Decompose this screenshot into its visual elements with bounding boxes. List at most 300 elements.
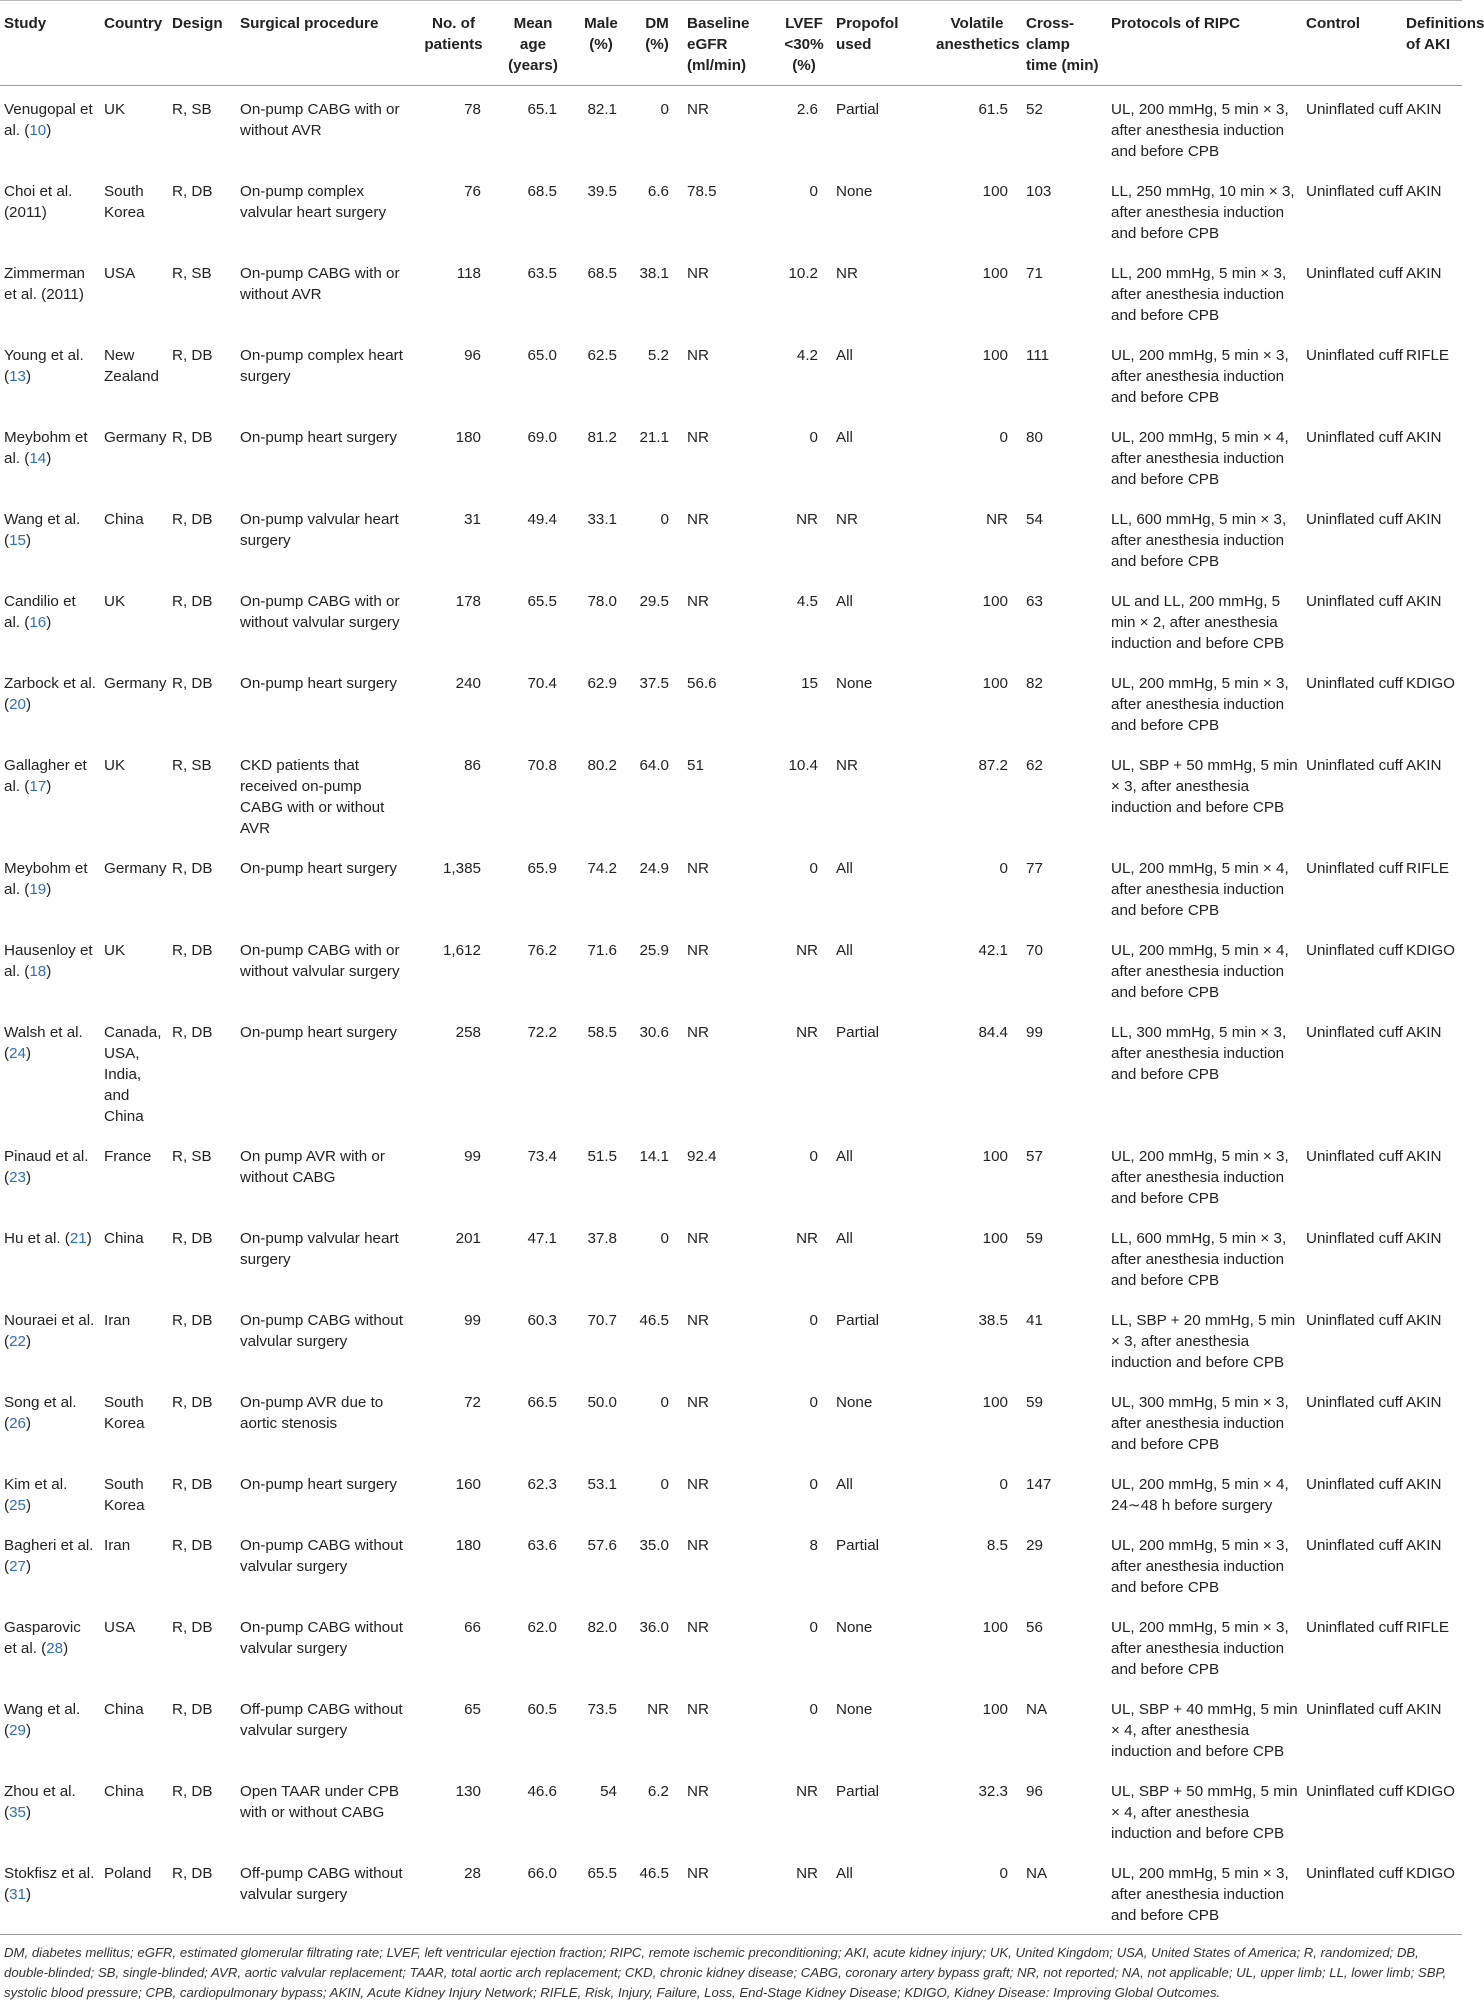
cell-aki: RIFLE [1406,1619,1450,1636]
reference-link[interactable]: 16 [29,614,47,631]
study-name: Song et al. [4,1394,77,1411]
cell-dm: 38.1 [639,265,669,282]
cell-country: UK [104,942,126,959]
study-name: Candilio et al. [4,593,76,631]
cell-control: Uninflated cuff [1306,1230,1403,1247]
cell-volatile: 0 [999,429,1008,446]
cell-dm: 46.5 [631,1850,683,1935]
reference-link[interactable]: 22 [9,1333,26,1350]
cell-dm: 0 [660,1476,669,1493]
cell-crossclamp: 96 [1026,1783,1043,1800]
cell-dm: NR [647,1701,669,1718]
cell-country: China [104,1701,144,1718]
cell-egfr: 78.5 [687,183,717,200]
cell-male: 50.0 [587,1394,617,1411]
cell-dm: 64.0 [639,757,669,774]
cell-lvef: 0 [809,183,818,200]
cell-volatile: 0 [932,1850,1022,1935]
cell-age: 47.1 [527,1230,557,1247]
cell-study: Walsh et al. (24) [4,1024,83,1062]
reference-link[interactable]: 17 [29,778,47,795]
cell-lvef: 0 [809,860,818,877]
cell-volatile: NR [986,511,1008,528]
cell-n: 76 [464,183,481,200]
cell-protocol: UL, 200 mmHg, 5 min × 4, 24∼48 h before surgery [1111,1476,1289,1514]
cell-procedure: Open TAAR under CPB with or without CABG [240,1783,399,1821]
cell-dm: 0 [660,511,669,528]
cell-crossclamp: NA [1022,1850,1107,1935]
cell-control: Uninflated cuff [1306,1312,1403,1329]
cell-lvef: 2.6 [796,101,818,118]
reference-link[interactable]: 13 [9,368,26,385]
cell-control: Uninflated cuff [1306,942,1403,959]
cell-aki: AKIN [1406,1148,1442,1165]
table-row [0,1768,1462,1850]
cell-country: Canada, USA, India, and China [104,1024,162,1125]
cell-study: Gasparovic et al. (28) [4,1619,81,1657]
study-name: Zhou et al. [4,1783,76,1800]
reference-link[interactable]: 31 [9,1886,26,1903]
cell-egfr: 56.6 [687,675,717,692]
cell-aki: AKIN [1406,1024,1442,1041]
study-name: Kim et al. [4,1476,68,1493]
cell-country: Iran [104,1312,131,1329]
study-name: Meybohm et al. [4,429,88,467]
study-name: Meybohm et al. [4,860,88,898]
cell-control: Uninflated cuff [1306,1701,1403,1718]
cell-lvef: 0 [809,1312,818,1329]
cell-protocol: UL, 200 mmHg, 5 min × 4, after anesthesia induction and before CPB [1111,429,1289,488]
cell-country: China [104,1783,144,1800]
cell-lvef: 15 [801,675,818,692]
cell-male: 33.1 [587,511,617,528]
header-study: Study [0,1,100,86]
cell-design: R, SB [172,265,212,282]
table-row [0,1009,1462,1133]
cell-crossclamp: 57 [1026,1148,1043,1165]
cell-crossclamp: 41 [1026,1312,1043,1329]
table-row [0,1379,1462,1461]
cell-study [0,250,100,332]
cell-volatile: 87.2 [978,757,1008,774]
cell-procedure: CKD patients that received on-pump CABG with or without AVR [240,757,385,837]
cell-country: China [104,1230,144,1247]
cell-propofol: All [836,1230,853,1247]
cell-protocol: UL, SBP + 50 mmHg, 5 min × 4, after anesthesia induction and before CPB [1111,1783,1298,1842]
cell-crossclamp: 59 [1026,1230,1043,1247]
study-name: Gasparovic et al. [4,1619,81,1657]
cell-age: 65.0 [527,347,557,364]
header-egfr: Baseline eGFR (ml/min) [683,1,776,86]
cell-lvef: 0 [809,429,818,446]
cell-control: Uninflated cuff [1306,265,1403,282]
cell-study: Meybohm et al. (14) [4,429,88,467]
cell-protocol: LL, 250 mmHg, 10 min × 3, after anesthesia induction and before CPB [1111,183,1295,242]
cell-protocol: UL, 200 mmHg, 5 min × 3, after anesthesia induction and before CPB [1111,675,1289,734]
cell-protocol: UL, 200 mmHg, 5 min × 3, after anesthesia induction and before CPB [1111,1148,1289,1207]
cell-design: R, DB [172,511,213,528]
cell-volatile: 100 [982,1619,1008,1636]
study-name: Walsh et al. [4,1024,83,1041]
cell-study: Song et al. (26) [4,1394,77,1432]
cell-male: 73.5 [587,1701,617,1718]
table-row [0,414,1462,496]
cell-propofol: All [836,593,853,610]
cell-male: 82.0 [587,1619,617,1636]
cell-egfr: NR [683,1850,776,1935]
header-design: Design [168,1,236,86]
cell-age: 76.2 [527,942,557,959]
cell-volatile: 100 [982,265,1008,282]
reference-link[interactable]: 21 [69,1230,87,1247]
cell-control: Uninflated cuff [1306,1024,1403,1041]
cell-country: USA [104,265,136,282]
cell-crossclamp: 71 [1026,265,1043,282]
cell-lvef: 0 [809,1476,818,1493]
cell-volatile: 100 [982,1148,1008,1165]
cell-design: R, DB [172,860,213,877]
cell-study: Nouraei et al. (22) [4,1312,95,1350]
header-protocol: Protocols of RIPC [1107,1,1302,86]
cell-n: 86 [464,757,481,774]
cell-country: Poland [100,1850,168,1935]
cell-procedure: On-pump heart surgery [240,1476,398,1493]
cell-age: 68.5 [527,183,557,200]
cell-country: Germany [104,429,167,446]
cell-aki: AKIN [1406,593,1442,610]
cell-country: South Korea [104,183,145,221]
cell-age: 60.3 [527,1312,557,1329]
table-row [0,1133,1462,1215]
cell-country: Germany [104,860,167,877]
cell-study: Venugopal et al. (10) [4,101,93,139]
cell-control: Uninflated cuff [1306,1537,1403,1554]
cell-country: UK [104,101,126,118]
cell-control: Uninflated cuff [1306,429,1403,446]
cell-age: 46.6 [527,1783,557,1800]
cell-control: Uninflated cuff [1306,860,1403,877]
header-country: Country [100,1,168,86]
cell-n: 99 [464,1148,481,1165]
reference-link[interactable]: 14 [29,450,47,467]
cell-dm: 24.9 [639,860,669,877]
cell-design: R, DB [168,1850,236,1935]
cell-aki: AKIN [1406,429,1442,446]
cell-propofol: None [836,183,873,200]
table-row [0,496,1462,578]
header-crossclamp: Cross-clamp time (min) [1022,1,1107,86]
cell-protocol: UL, 200 mmHg, 5 min × 4, after anesthesia induction and before CPB [1111,942,1289,1001]
cell-egfr: NR [687,1537,709,1554]
study-name: Hu et al. [4,1230,61,1247]
cell-age: 72.2 [527,1024,557,1041]
table-row [0,1604,1462,1686]
cell-aki: AKIN [1406,265,1442,282]
cell-design: R, DB [172,1024,213,1041]
cell-study: Zhou et al. (35) [4,1783,76,1821]
cell-country: UK [104,757,126,774]
cell-design: R, DB [172,1537,213,1554]
cell-procedure: On-pump valvular heart surgery [240,1230,399,1268]
cell-volatile: 100 [982,593,1008,610]
study-name: Wang et al. [4,1701,81,1718]
reference-link[interactable]: 29 [9,1722,26,1739]
cell-design: R, DB [172,1701,213,1718]
cell-lvef: 4.5 [796,593,818,610]
cell-age: 62.3 [527,1476,557,1493]
cell-protocol: UL and LL, 200 mmHg, 5 min × 2, after anesthesia induction and before CPB [1111,593,1285,652]
reference-link[interactable]: 24 [9,1045,26,1062]
cell-design: R, DB [172,1394,213,1411]
cell-egfr: NR [687,1394,709,1411]
cell-age: 62.0 [527,1619,557,1636]
cell-procedure: On-pump CABG without valvular surgery [240,1537,403,1575]
cell-propofol: All [836,860,853,877]
cell-n: 65 [464,1701,481,1718]
cell-propofol: NR [836,511,858,528]
cell-study: Young et al. (13) [4,347,84,385]
cell-n: 1,612 [442,942,481,959]
cell-volatile: 61.5 [978,101,1008,118]
cell-design: R, DB [172,1312,213,1329]
cell-dm: 0 [660,1394,669,1411]
cell-egfr: NR [687,942,709,959]
cell-male: 37.8 [587,1230,617,1247]
cell-control: Uninflated cuff [1306,183,1403,200]
cell-procedure: On-pump AVR due to aortic stenosis [240,1394,384,1432]
reference-link[interactable]: 28 [46,1640,64,1657]
study-name: Venugopal et al. [4,101,93,139]
cell-male: 53.1 [587,1476,617,1493]
reference-link[interactable]: 26 [9,1415,26,1432]
cell-procedure: On-pump complex heart surgery [240,347,403,385]
cell-study: Gallagher et al. (17) [4,757,87,795]
table-row [0,1297,1462,1379]
table-row [0,1522,1462,1604]
cell-aki: AKIN [1406,511,1442,528]
cell-propofol: Partial [836,1024,880,1041]
cell-crossclamp: 103 [1026,183,1052,200]
cell-control: Uninflated cuff [1306,347,1403,364]
reference-link[interactable]: 35 [9,1804,26,1821]
cell-study: Pinaud et al. (23) [4,1148,89,1186]
cell-procedure: On-pump heart surgery [240,429,398,446]
cell-n: 31 [464,511,481,528]
cell-procedure: On-pump CABG with or without AVR [240,265,400,303]
cell-n: 1,385 [442,860,481,877]
cell-crossclamp: 111 [1026,347,1050,364]
cell-lvef: NR [796,1783,818,1800]
cell-lvef: NR [776,1850,832,1935]
table-header [0,1,1484,86]
cell-n: 258 [455,1024,481,1041]
cell-control: Uninflated cuff [1306,1783,1403,1800]
cell-n: 78 [464,101,481,118]
study-name: Stokfisz et al. [4,1865,95,1882]
study-name: Wang et al. [4,511,81,528]
header-procedure: Surgical procedure [236,1,412,86]
cell-lvef: 10.2 [788,265,818,282]
cell-male: 78.0 [587,593,617,610]
cell-protocol: UL, 200 mmHg, 5 min × 3, after anesthesia induction and before CPB [1111,101,1289,160]
cell-dm: 36.0 [639,1619,669,1636]
cell-volatile: 84.4 [978,1024,1008,1041]
cell-control: Uninflated cuff [1306,1619,1403,1636]
table-row [0,1686,1462,1768]
cell-protocol: UL, 200 mmHg, 5 min × 3, after anesthesia induction and before CPB [1107,1850,1302,1935]
cell-design: R, SB [172,757,212,774]
cell-design: R, DB [172,593,213,610]
cell-crossclamp: NA [1026,1701,1048,1718]
study-name: Gallagher et al. [4,757,87,795]
cell-age: 73.4 [527,1148,557,1165]
cell-propofol: All [836,1476,853,1493]
cell-protocol: LL, 600 mmHg, 5 min × 3, after anesthesia induction and before CPB [1111,511,1287,570]
cell-propofol: Partial [836,1312,880,1329]
cell-age: 66.0 [495,1850,571,1935]
cell-egfr: NR [687,593,709,610]
cell-aki: KDIGO [1406,942,1455,959]
reference-link[interactable]: 23 [9,1169,26,1186]
cell-control: Uninflated cuff [1306,101,1403,118]
cell-dm: 6.2 [647,1783,669,1800]
cell-age: 65.9 [527,860,557,877]
cell-propofol: Partial [836,101,880,118]
cell-crossclamp: 56 [1026,1619,1043,1636]
cell-lvef: NR [796,1024,818,1041]
cell-protocol: UL, 200 mmHg, 5 min × 4, after anesthesia induction and before CPB [1111,860,1289,919]
cell-n: 96 [464,347,481,364]
cell-crossclamp: 54 [1026,511,1043,528]
cell-dm: 35.0 [639,1537,669,1554]
cell-design: R, SB [172,101,212,118]
cell-propofol: All [836,942,853,959]
cell-n: 130 [455,1783,481,1800]
cell-male: 58.5 [587,1024,617,1041]
study-name: Young et al. [4,347,84,364]
cell-control: Uninflated cuff [1302,1850,1402,1935]
table-row [0,1461,1462,1522]
cell-egfr: NR [687,1312,709,1329]
cell-country: USA [104,1619,136,1636]
header-control: Control [1302,1,1402,86]
cell-aki: AKIN [1406,1537,1442,1554]
cell-male: 65.5 [571,1850,631,1935]
cell-design: R, DB [172,183,213,200]
cell-male: 80.2 [587,757,617,774]
cell-aki: AKIN [1406,101,1442,118]
cell-volatile: 100 [982,675,1008,692]
cell-aki: AKIN [1406,183,1442,200]
reference-link[interactable]: 19 [29,881,47,898]
cell-propofol: None [836,1394,873,1411]
cell-crossclamp: 63 [1026,593,1043,610]
cell-design: R, DB [172,429,213,446]
cell-n: 28 [412,1850,495,1935]
study-name: Hausenloy et al. [4,942,93,980]
cell-male: 62.5 [587,347,617,364]
cell-procedure: On-pump heart surgery [240,1024,398,1041]
reference-link[interactable]: 27 [9,1558,26,1575]
cell-volatile: 100 [982,1394,1008,1411]
cell-dm: 21.1 [639,429,669,446]
cell-propofol: None [836,1701,873,1718]
cell-n: 160 [455,1476,481,1493]
cell-volatile: 100 [982,183,1008,200]
cell-egfr: NR [687,101,709,118]
cell-egfr: NR [687,347,709,364]
cell-volatile: 8.5 [986,1537,1008,1554]
cell-age: 49.4 [527,511,557,528]
cell-n: 99 [464,1312,481,1329]
cell-egfr: NR [687,860,709,877]
cell-egfr: 51 [687,757,704,774]
cell-control: Uninflated cuff [1306,511,1403,528]
cell-male: 81.2 [587,429,617,446]
cell-lvef: 0 [809,1619,818,1636]
cell-volatile: 38.5 [978,1312,1008,1329]
table-row [0,845,1462,927]
cell-egfr: NR [687,1476,709,1493]
cell-design: R, DB [172,675,213,692]
cell-protocol: UL, 200 mmHg, 5 min × 3, after anesthesia induction and before CPB [1111,1537,1289,1596]
cell-age: 65.1 [527,101,557,118]
cell-protocol: UL, 200 mmHg, 5 min × 3, after anesthesia induction and before CPB [1111,347,1289,406]
cell-egfr: NR [687,511,709,528]
cell-lvef: 8 [809,1537,818,1554]
cell-protocol: LL, 600 mmHg, 5 min × 3, after anesthesia induction and before CPB [1111,1230,1287,1289]
cell-dm: 0 [660,101,669,118]
cell-procedure: On pump AVR with or without CABG [240,1148,385,1186]
cell-dm: 29.5 [639,593,669,610]
table-row [0,1215,1462,1297]
study-name: Zimmerman et al. (2011) [4,265,86,303]
cell-age: 66.5 [527,1394,557,1411]
cell-dm: 6.6 [647,183,669,200]
reference-link[interactable]: 20 [9,696,26,713]
study-name: Pinaud et al. [4,1148,89,1165]
cell-aki: KDIGO [1406,675,1455,692]
cell-egfr: NR [687,1783,709,1800]
cell-country: South Korea [104,1476,145,1514]
table-row [0,742,1462,845]
cell-dm: 30.6 [639,1024,669,1041]
reference-link[interactable]: 15 [9,532,26,549]
cell-protocol: LL, SBP + 20 mmHg, 5 min × 3, after anesthesia induction and before CPB [1111,1312,1296,1371]
cell-design: R, DB [172,1476,213,1493]
header-lvef: LVEF <30% (%) [776,1,832,86]
cell-volatile: 42.1 [978,942,1008,959]
reference-link[interactable]: 25 [9,1497,26,1514]
reference-link[interactable]: 10 [29,122,47,139]
cell-lvef: 0 [809,1394,818,1411]
cell-lvef: 4.2 [796,347,818,364]
table-row [0,1850,1462,1935]
study-name: Zarbock et al. [4,675,97,692]
cell-procedure: On-pump heart surgery [240,675,398,692]
cell-lvef: NR [796,511,818,528]
cell-control: Uninflated cuff [1306,593,1403,610]
header-propofol: Propofol used [832,1,932,86]
study-name: Choi et al. (2011) [4,183,73,221]
cell-study: Meybohm et al. (19) [4,860,88,898]
reference-link[interactable]: 18 [29,963,47,980]
study-name: Bagheri et al. [4,1537,94,1554]
cell-country: France [104,1148,152,1165]
cell-male: 57.6 [587,1537,617,1554]
header-dm: DM (%) [631,1,683,86]
cell-protocol: UL, 200 mmHg, 5 min × 3, after anesthesia induction and before CPB [1111,1619,1289,1678]
